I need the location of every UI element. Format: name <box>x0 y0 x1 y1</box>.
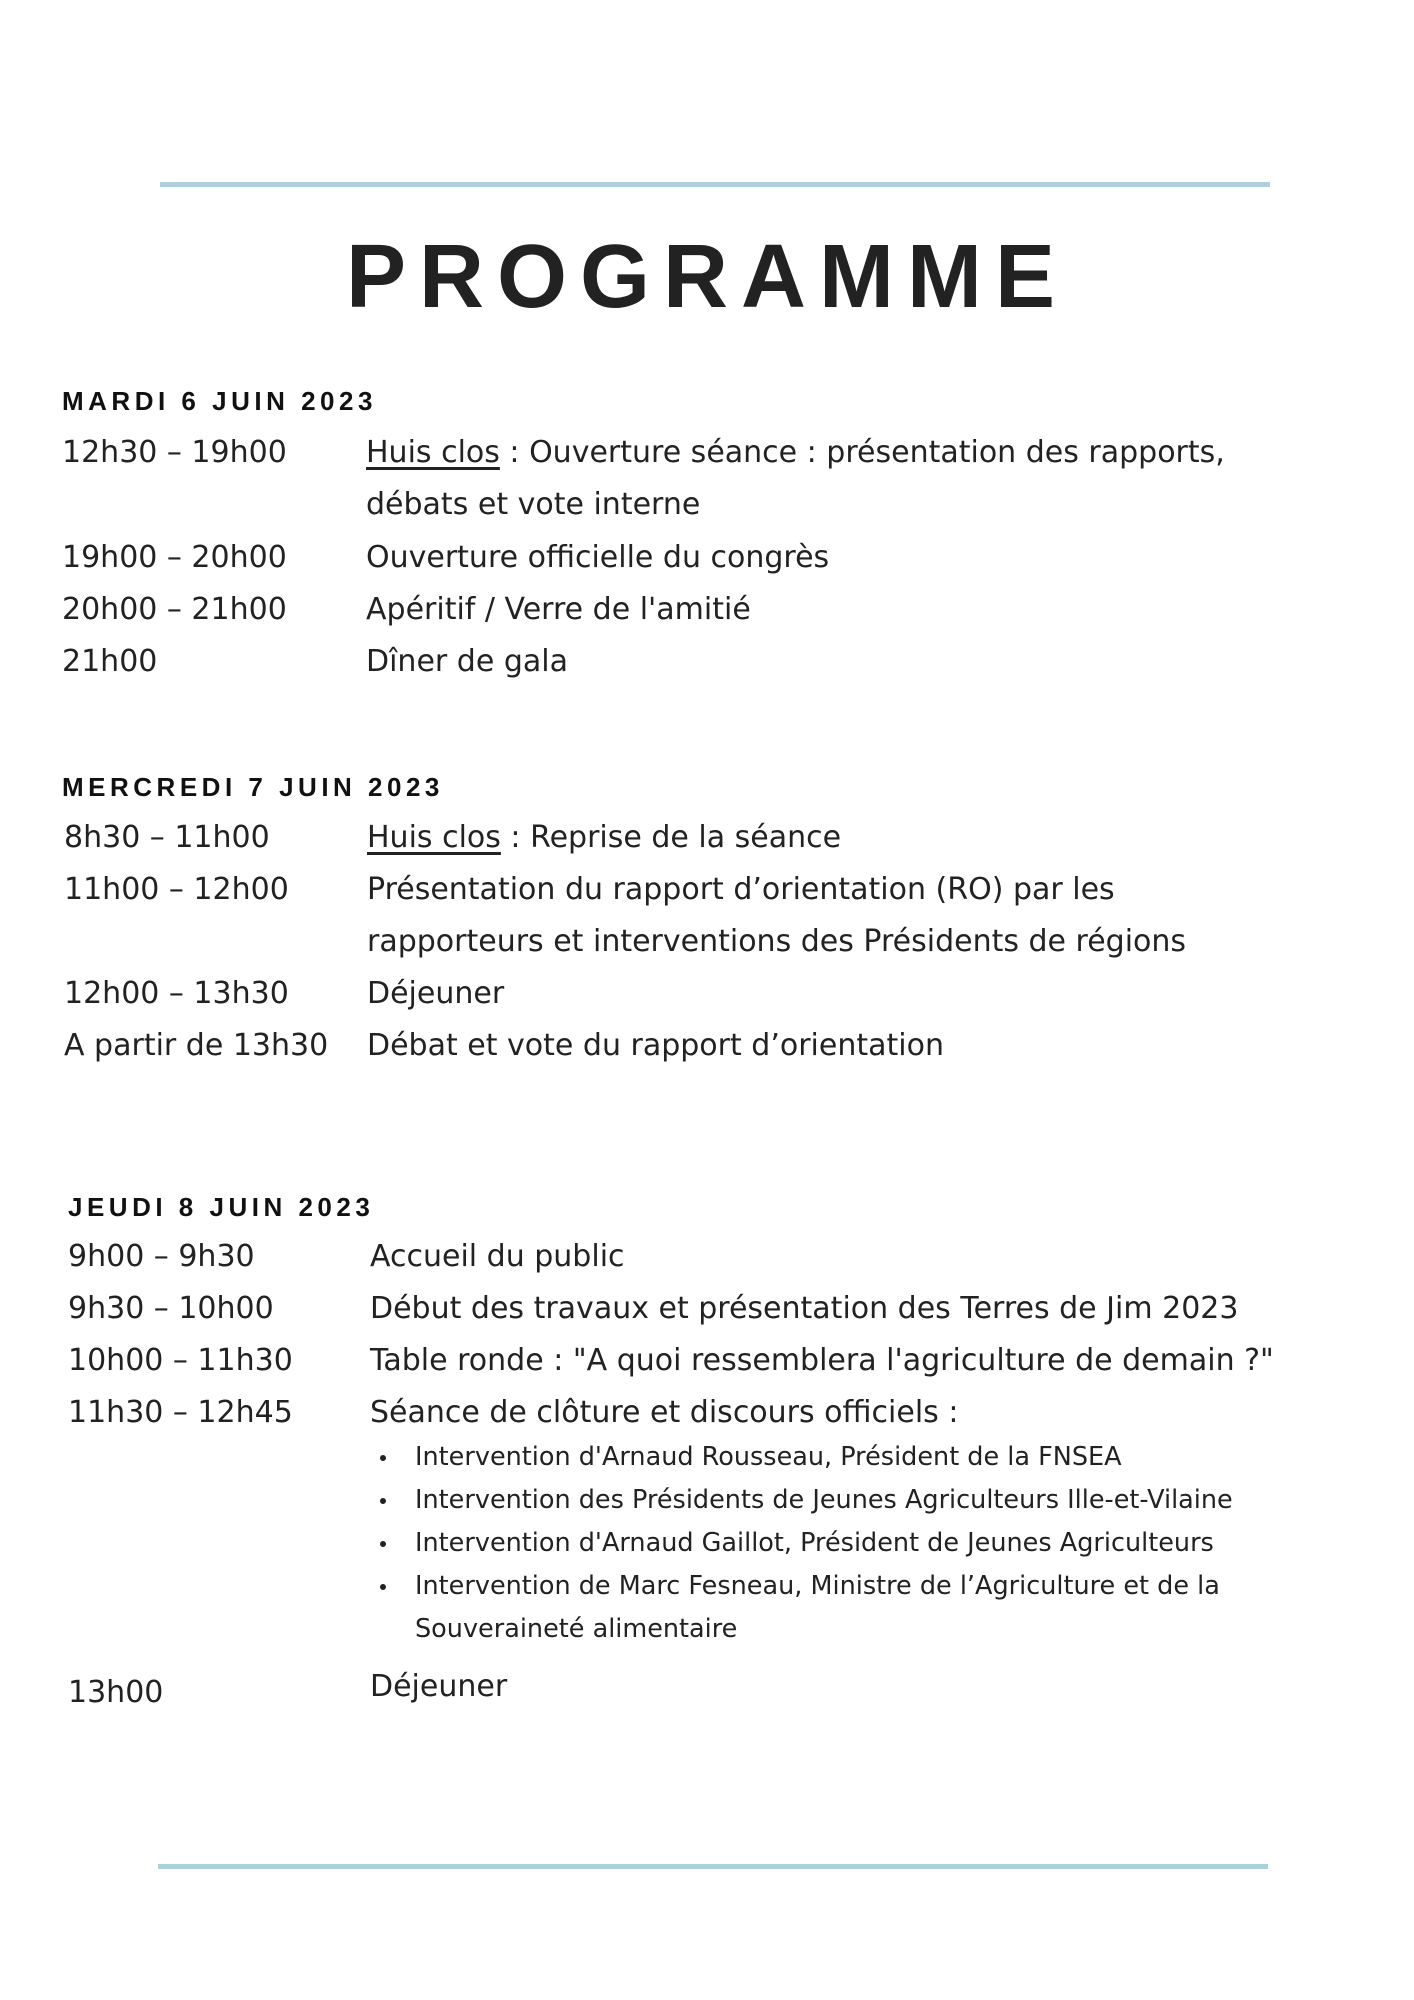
bullet-icon <box>380 1584 386 1590</box>
day-heading-wednesday: MERCREDI 7 JUIN 2023 <box>62 772 444 802</box>
top-divider <box>160 182 1270 187</box>
closed-session-label: Huis clos <box>366 435 500 470</box>
event-description: Table ronde : "A quoi ressemblera l'agriculture de demain ?" <box>370 1343 1274 1378</box>
event-description: Présentation du rapport d’orientation (RO) par les <box>367 872 1115 907</box>
list-item: Intervention d'Arnaud Rousseau, Président de la FNSEA <box>370 1436 1233 1479</box>
event-description: Apéritif / Verre de l'amitié <box>366 592 751 627</box>
closed-session-label: Huis clos <box>367 820 501 855</box>
list-item: Intervention des Présidents de Jeunes Agriculteurs Ille-et-Vilaine <box>370 1479 1233 1522</box>
time-slot: 12h00 – 13h30 <box>64 976 289 1011</box>
bullet-icon <box>380 1498 386 1504</box>
event-description: Dîner de gala <box>366 644 568 679</box>
time-slot: 9h30 – 10h00 <box>68 1291 274 1326</box>
list-item-continued: Souveraineté alimentaire <box>415 1614 738 1644</box>
event-description: Séance de clôture et discours officiels : <box>370 1395 959 1430</box>
event-description: Accueil du public <box>370 1239 625 1274</box>
time-slot: 21h00 <box>62 644 158 679</box>
time-slot: 19h00 – 20h00 <box>62 540 287 575</box>
event-description: Ouverture officielle du congrès <box>366 540 830 575</box>
day-heading-tuesday: MARDI 6 JUIN 2023 <box>62 386 377 416</box>
event-description: Début des travaux et présentation des Terres de Jim 2023 <box>370 1291 1239 1326</box>
time-slot: A partir de 13h30 <box>64 1028 329 1063</box>
bullet-icon <box>380 1455 386 1461</box>
time-slot: 10h00 – 11h30 <box>68 1343 293 1378</box>
time-slot: 12h30 – 19h00 <box>62 435 287 470</box>
event-description: Débat et vote du rapport d’orientation <box>367 1028 944 1063</box>
event-description-continued: rapporteurs et interventions des Présidents de régions <box>367 924 1187 959</box>
event-description-continued: débats et vote interne <box>366 487 701 522</box>
list-item: Intervention de Marc Fesneau, Ministre de l’Agriculture et de la <box>370 1565 1233 1608</box>
time-slot: 11h30 – 12h45 <box>68 1395 293 1430</box>
event-description: Déjeuner <box>370 1669 508 1704</box>
event-description: Déjeuner <box>367 976 505 1011</box>
closing-speakers-list <box>370 1436 1233 1651</box>
event-description: Huis clos : Ouverture séance : présentation des rapports, <box>366 435 1225 470</box>
time-slot: 20h00 – 21h00 <box>62 592 287 627</box>
page-title: PROGRAMME <box>346 227 1068 327</box>
time-slot: 9h00 – 9h30 <box>68 1239 255 1274</box>
bottom-divider <box>158 1864 1268 1869</box>
day-heading-thursday: JEUDI 8 JUIN 2023 <box>68 1192 375 1222</box>
event-description: Huis clos : Reprise de la séance <box>367 820 842 855</box>
time-slot: 8h30 – 11h00 <box>64 820 270 855</box>
time-slot: 13h00 <box>68 1675 164 1710</box>
bullet-icon <box>380 1541 386 1547</box>
time-slot: 11h00 – 12h00 <box>64 872 289 907</box>
list-item: Intervention d'Arnaud Gaillot, Président de Jeunes Agriculteurs <box>370 1522 1233 1565</box>
